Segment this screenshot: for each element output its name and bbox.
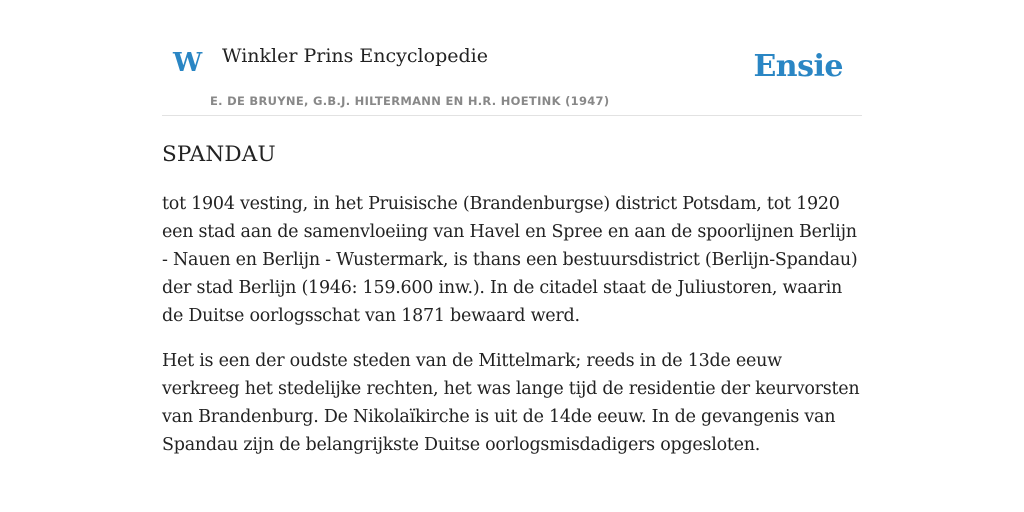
article bbox=[162, 141, 864, 476]
entry-title: SPANDAU bbox=[162, 142, 276, 167]
site-header bbox=[162, 0, 862, 116]
article-paragraph: Het is een der oudste steden van de Mittelmark; reeds in de 13de eeuw verkreeg het stedelijke rechten, het was lange tijd de residentie der keurvorsten van Brandenburg. De Nikolaïkirche is uit de 14de eeuw. In de gevangenis van Spandau zijn de belangrijkste Duitse oorlogsmisdadigers opgesloten. bbox=[162, 350, 860, 455]
article-paragraph: tot 1904 vesting, in het Pruisische (Brandenburgse) district Potsdam, tot 1920 een stad aan de samenvloeiing van Havel en Spree en aan de spoorlijnen Berlijn - Nauen en Berlijn - Wustermark, is thans een bestuursdistrict (Berlijn-Spandau) der stad Berlijn (1946: 159.600 inw.). In de citadel staat de Juliustoren, waarin de Duitse oorlogsschat van 1871 bewaard werd. bbox=[162, 193, 858, 326]
ensie-logo[interactable]: Ensie bbox=[753, 49, 843, 84]
authors-line: E. DE BRUYNE, G.B.J. HILTERMANN EN H.R. HOETINK (1947) bbox=[210, 94, 610, 108]
site-title-link[interactable]: Winkler Prins Encyclopedie bbox=[222, 45, 488, 67]
winkler-prins-logo[interactable]: W bbox=[173, 48, 203, 78]
